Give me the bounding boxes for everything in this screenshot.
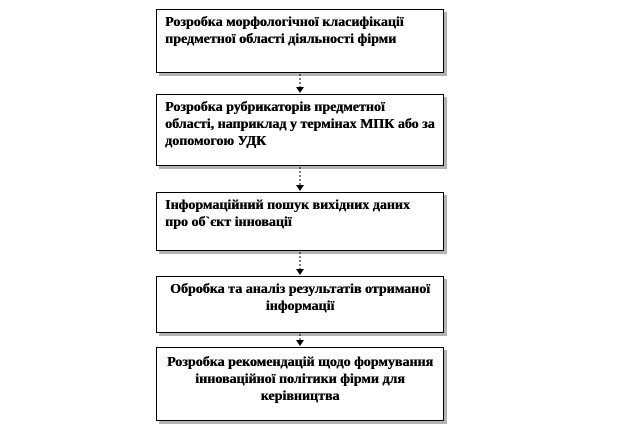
arrow-3-4 bbox=[296, 252, 304, 275]
flow-step-3-text: Інформаційний пошук вихідних даних про об`єкт інновації bbox=[165, 198, 410, 230]
arrow-1-2 bbox=[296, 74, 304, 93]
flow-step-1-text: Розробка морфологічної класифікації предметної області діяльності фірми bbox=[165, 15, 404, 47]
flow-step-4-text: Обробка та аналіз результатів отриманої інформації bbox=[170, 282, 430, 314]
arrow-4-5 bbox=[296, 334, 304, 346]
flow-step-4 bbox=[156, 276, 444, 333]
flow-step-5-text: Розробка рекомендацій щодо формування інноваційної політики фірми для керівництва bbox=[166, 355, 434, 404]
flow-step-2-text: Розробка рубрикаторів предметної області, наприклад у термінах МПК або за допомогою УДК bbox=[165, 100, 435, 149]
arrow-2-3 bbox=[296, 167, 304, 191]
flow-step-1 bbox=[156, 9, 444, 73]
flow-step-2 bbox=[156, 94, 444, 166]
flow-step-3 bbox=[156, 192, 444, 251]
flow-step-5 bbox=[156, 347, 444, 421]
